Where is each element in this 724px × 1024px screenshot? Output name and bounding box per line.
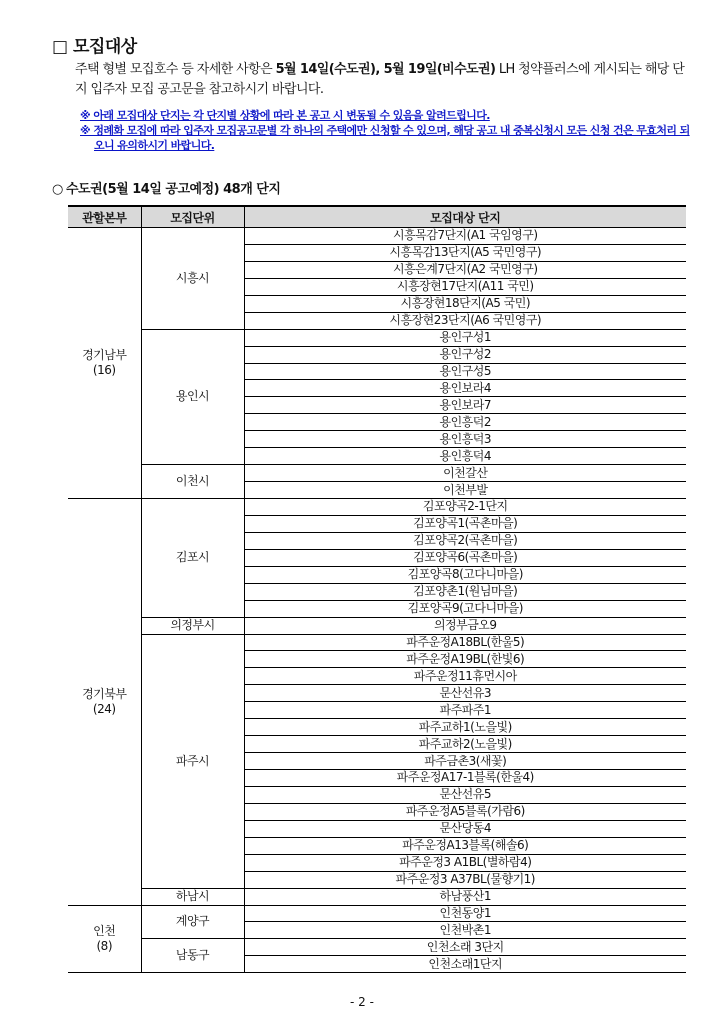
complex-cell: 파주운정A13블록(해솔6) [244, 837, 686, 854]
complex-cell: 김포양곡6(곡촌마을) [244, 549, 686, 566]
complex-table [68, 205, 686, 973]
complex-cell: 파주파주1 [244, 702, 686, 719]
table-row [68, 465, 686, 482]
table-row [68, 634, 686, 651]
unit-cell: 하남시 [141, 888, 244, 905]
unit-cell: 김포시 [141, 499, 244, 618]
complex-cell: 문산선유3 [244, 685, 686, 702]
unit-cell: 파주시 [141, 634, 244, 888]
complex-cell: 김포양곡2(곡촌마을) [244, 532, 686, 549]
complex-cell: 파주운정A19BL(한빛6) [244, 651, 686, 668]
complex-cell: 용인보라7 [244, 397, 686, 414]
region-subheading [52, 178, 280, 197]
complex-cell: 용인구성2 [244, 346, 686, 363]
complex-cell: 의정부금오9 [244, 617, 686, 634]
table-row [68, 499, 686, 516]
complex-cell: 용인구성1 [244, 329, 686, 346]
complex-cell: 파주운정A18BL(한울5) [244, 634, 686, 651]
table-header-row [68, 206, 686, 228]
unit-cell: 이천시 [141, 465, 244, 499]
complex-cell: 용인흥덕2 [244, 414, 686, 431]
complex-cell: 파주교하2(노을빛) [244, 736, 686, 753]
complex-cell: 김포양곡1(곡촌마을) [244, 515, 686, 532]
region-count: (24) [92, 701, 116, 716]
table-row [68, 905, 686, 922]
unit-cell: 용인시 [141, 329, 244, 465]
complex-cell: 김포양곡8(고다니마을) [244, 566, 686, 583]
header-unit: 모집단위 [141, 206, 244, 228]
complex-cell: 시흥장현18단지(A5 국민) [244, 295, 686, 312]
unit-cell: 시흥시 [141, 228, 244, 330]
complex-cell: 이천갈산 [244, 465, 686, 482]
complex-cell: 김포양곡2-1단지 [244, 499, 686, 516]
table-row [68, 939, 686, 956]
table-row [68, 228, 686, 245]
complex-cell: 인천소래 3단지 [244, 939, 686, 956]
complex-cell: 파주운정11휴먼시아 [244, 668, 686, 685]
complex-cell: 문산선유5 [244, 786, 686, 803]
header-region: 관할본부 [68, 206, 141, 228]
complex-cell: 문산당동4 [244, 820, 686, 837]
complex-cell: 인천동양1 [244, 905, 686, 922]
header-complex: 모집대상 단지 [244, 206, 686, 228]
complex-cell: 파주금촌3(새꽃) [244, 753, 686, 770]
subheading-text: 수도권(5월 14일 공고예정) 48개 단지 [66, 182, 281, 197]
complex-cell: 인천박촌1 [244, 922, 686, 939]
region-cell [68, 499, 141, 906]
complex-cell: 용인흥덕4 [244, 448, 686, 465]
intro-text-2: LH 청약플러스에 게시되는 해당 단지 입주자 모집 공고문을 참고하시기 바랍니다. [75, 62, 685, 97]
region-name: 경기북부 [82, 686, 127, 701]
region-name: 경기남부 [82, 348, 127, 362]
unit-cell: 의정부시 [141, 617, 244, 634]
complex-cell: 시흥은계7단지(A2 국민영구) [244, 261, 686, 278]
intro-paragraph [75, 60, 685, 100]
region-name: 인천 [93, 923, 116, 938]
table-row [68, 329, 686, 346]
table-row [68, 617, 686, 634]
table-row [68, 888, 686, 905]
complex-cell: 용인보라4 [244, 380, 686, 397]
notice-list [80, 108, 690, 153]
complex-cell: 시흥목감13단지(A5 국민영구) [244, 244, 686, 261]
complex-cell: 용인구성5 [244, 363, 686, 380]
announce-date-capital: 5월 14일(수도권) [275, 62, 376, 77]
section-heading: □ 모집대상 [52, 37, 137, 57]
complex-cell: 김포양곡9(고다니마을) [244, 600, 686, 617]
complex-cell: 파주운정A17-1블록(한울4) [244, 770, 686, 787]
complex-cell: 시흥목감7단지(A1 국임영구) [244, 228, 686, 245]
region-cell [68, 228, 141, 499]
page-number: - 2 - [350, 995, 374, 1009]
complex-cell: 용인흥덕3 [244, 431, 686, 448]
notice-duplicate: ※ 정례화 모집에 따라 입주자 모집공고문별 각 하나의 주택에만 신청할 수 있으며, 해당 공고 내 중복신청시 모든 신청 건은 무효처리 되오니 유의하시기 바랍니다. [80, 124, 690, 152]
unit-cell: 남동구 [141, 939, 244, 973]
intro-text-1: 주택 형별 모집호수 등 자세한 사항은 [75, 62, 276, 77]
region-count: (16) [92, 363, 116, 377]
complex-cell: 파주교하1(노을빛) [244, 719, 686, 736]
announce-date-noncapital: 5월 19일(비수도권) [383, 62, 496, 77]
complex-cell: 김포양촌1(원님마을) [244, 583, 686, 600]
complex-cell: 이천부발 [244, 482, 686, 499]
complex-cell: 하남풍산1 [244, 888, 686, 905]
region-cell [68, 905, 141, 973]
complex-cell: 파주운정A5블록(가람6) [244, 803, 686, 820]
complex-cell: 파주운정3 A37BL(물향기1) [244, 871, 686, 888]
complex-cell: 파주운정3 A1BL(별하람4) [244, 854, 686, 871]
circle-bullet-icon: ○ [52, 182, 63, 197]
notice-change: ※ 아래 모집대상 단지는 각 단지별 상황에 따라 본 공고 시 변동될 수 있음을 알려드립니다. [80, 109, 490, 122]
table-body [68, 228, 686, 973]
region-count: (8) [96, 938, 112, 953]
complex-cell: 시흥장현23단지(A6 국민영구) [244, 312, 686, 329]
intro-separator: , [375, 62, 384, 77]
complex-cell: 시흥장현17단지(A11 국민) [244, 278, 686, 295]
unit-cell: 계양구 [141, 905, 244, 939]
complex-cell: 인천소래1단지 [244, 956, 686, 973]
